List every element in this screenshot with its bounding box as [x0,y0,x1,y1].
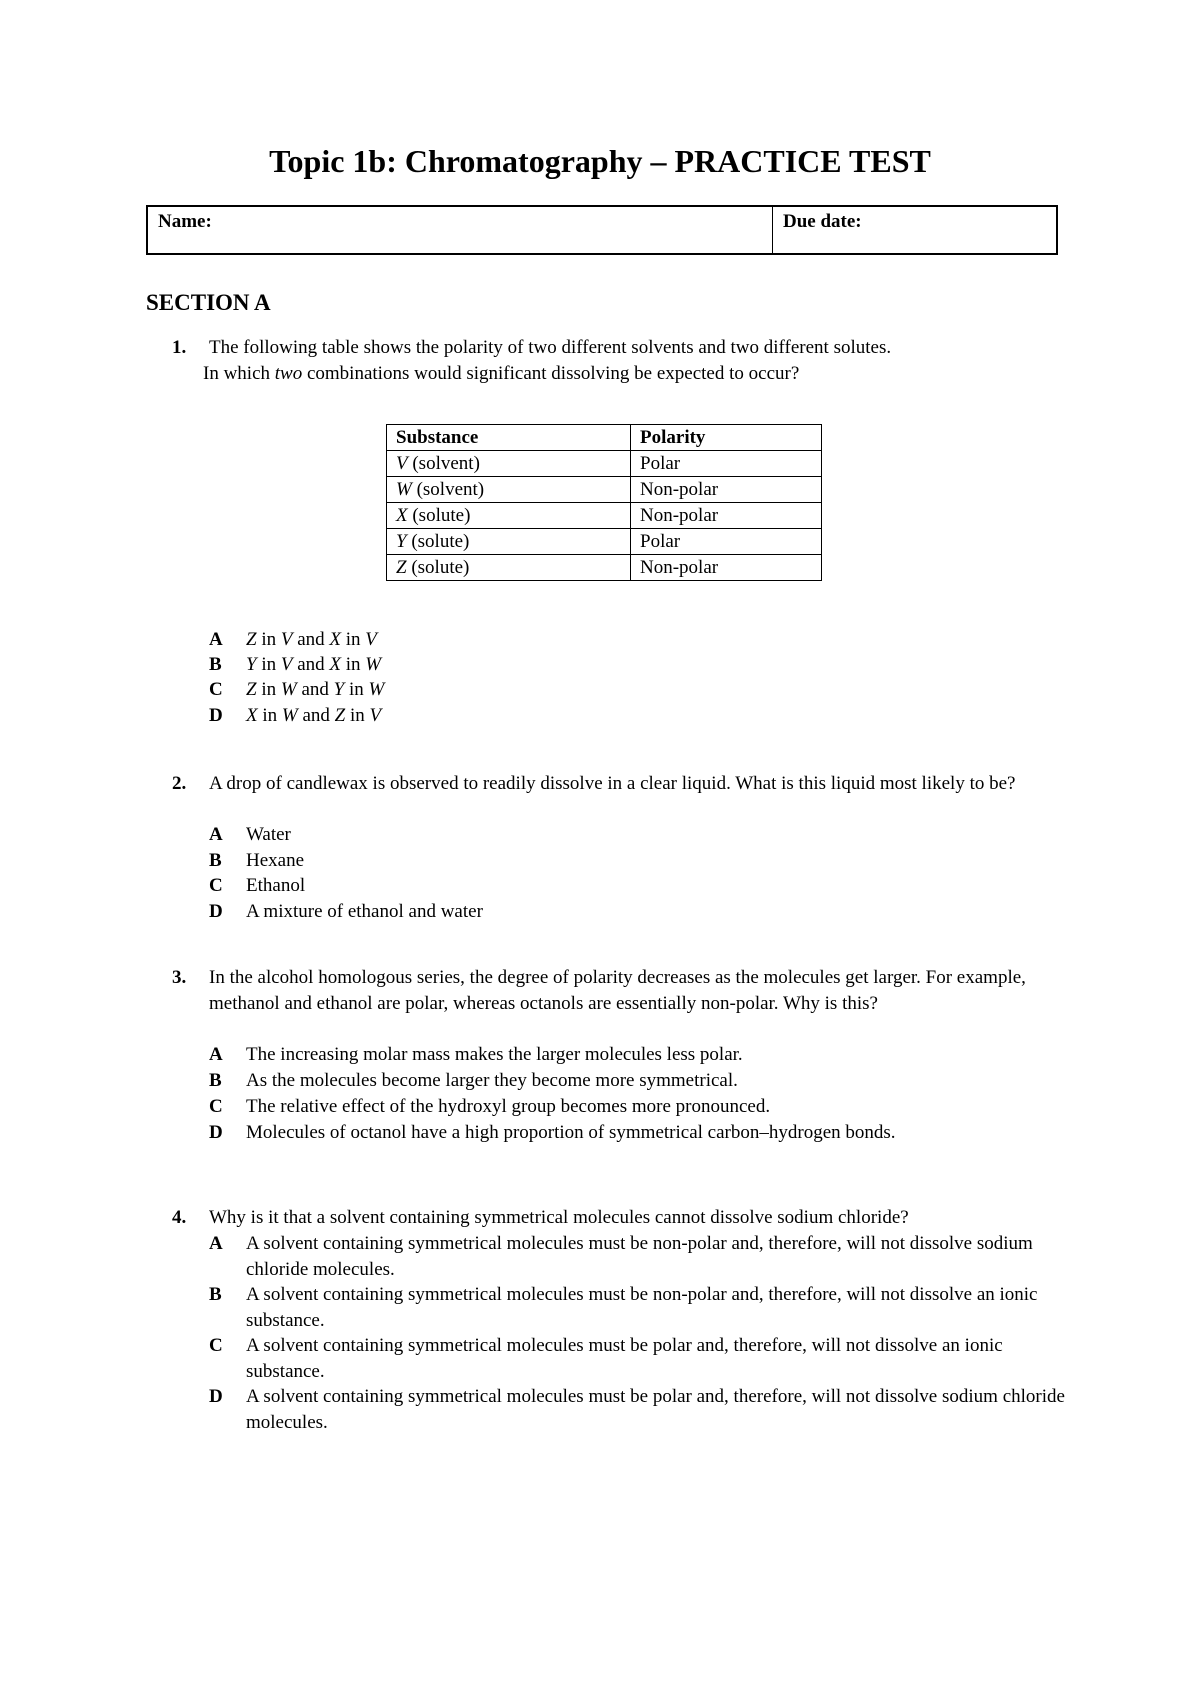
table-cell: Non-polar [631,503,822,529]
section-heading: SECTION A [146,290,271,315]
question-text: The following table shows the polarity of two different solvents and two different solutes. [209,337,892,358]
table-row [387,503,822,529]
option-letter: D [209,705,223,726]
option-text: Z in W and Y in W [246,679,385,700]
option-letter: B [209,654,222,675]
question-text: A drop of candlewax is observed to readily dissolve in a clear liquid. What is this liquid most likely to be? [209,773,1016,794]
option-text: Ethanol [246,875,306,896]
table-cell: Non-polar [631,555,822,581]
option-letter: C [209,679,223,700]
due-date-field [773,207,1056,253]
option-letter: D [209,1122,223,1143]
name-field [148,207,773,253]
question-text: In which two combinations would significant dissolving be expected to occur? [203,363,800,384]
table-header-row [387,425,822,451]
name-label: Name: [158,211,212,232]
option-letter: D [209,901,223,922]
option-letter: A [209,1233,223,1254]
option-letter: C [209,1096,223,1117]
option-text: Molecules of octanol have a high proportion of symmetrical carbon–hydrogen bonds. [246,1122,896,1143]
option-letter: B [209,1070,222,1091]
student-info-box [146,205,1058,255]
option-letter: D [209,1386,223,1407]
table-header: Polarity [631,425,822,451]
option-text: Water [246,824,291,845]
option-text: As the molecules become larger they become more symmetrical. [246,1070,738,1091]
option-letter: B [209,850,222,871]
table-cell: V (solvent) [387,451,631,477]
option-text: The relative effect of the hydroxyl group becomes more pronounced. [246,1096,771,1117]
table-cell: Polar [631,451,822,477]
table-row [387,477,822,503]
option-letter: C [209,1335,223,1356]
option-text: X in W and Z in V [246,705,382,726]
question-number: 1. [172,337,187,358]
option-text: Hexane [246,850,305,871]
table-row [387,451,822,477]
due-date-label: Due date: [783,211,862,232]
option-text: Z in V and X in V [246,629,377,650]
page-title: Topic 1b: Chromatography – PRACTICE TEST [269,143,931,179]
table-cell: Y (solute) [387,529,631,555]
polarity-table [386,424,822,581]
option-text: The increasing molar mass makes the larger molecules less polar. [246,1044,743,1065]
option-letter: A [209,824,223,845]
option-letter: B [209,1284,222,1305]
option-text: A solvent containing symmetrical molecules must be polar and, therefore, will not dissolve an ionic substance. [246,1335,1003,1382]
option-text: A solvent containing symmetrical molecules must be polar and, therefore, will not dissolve sodium chloride molecules. [246,1386,1065,1433]
option-text: A solvent containing symmetrical molecules must be non-polar and, therefore, will not dissolve an ionic substance. [246,1284,1038,1331]
option-letter: A [209,629,223,650]
table-header: Substance [387,425,631,451]
question-text: Why is it that a solvent containing symmetrical molecules cannot dissolve sodium chloride? [209,1207,909,1228]
question-number: 2. [172,773,187,794]
table-cell: X (solute) [387,503,631,529]
option-text: Y in V and X in W [246,654,382,675]
option-text: A solvent containing symmetrical molecules must be non-polar and, therefore, will not dissolve sodium chloride molecules. [246,1233,1033,1280]
option-text: A mixture of ethanol and water [246,901,483,922]
question-text: In the alcohol homologous series, the degree of polarity decreases as the molecules get larger. For example, methanol and ethanol are polar, whereas octanols are essentially non-polar. Why is this? [209,967,1026,1014]
table-cell: W (solvent) [387,477,631,503]
table-row [387,555,822,581]
table-cell: Z (solute) [387,555,631,581]
option-letter: C [209,875,223,896]
table-cell: Non-polar [631,477,822,503]
table-row [387,529,822,555]
question-number: 3. [172,967,187,988]
table-cell: Polar [631,529,822,555]
question-number: 4. [172,1207,187,1228]
option-letter: A [209,1044,223,1065]
